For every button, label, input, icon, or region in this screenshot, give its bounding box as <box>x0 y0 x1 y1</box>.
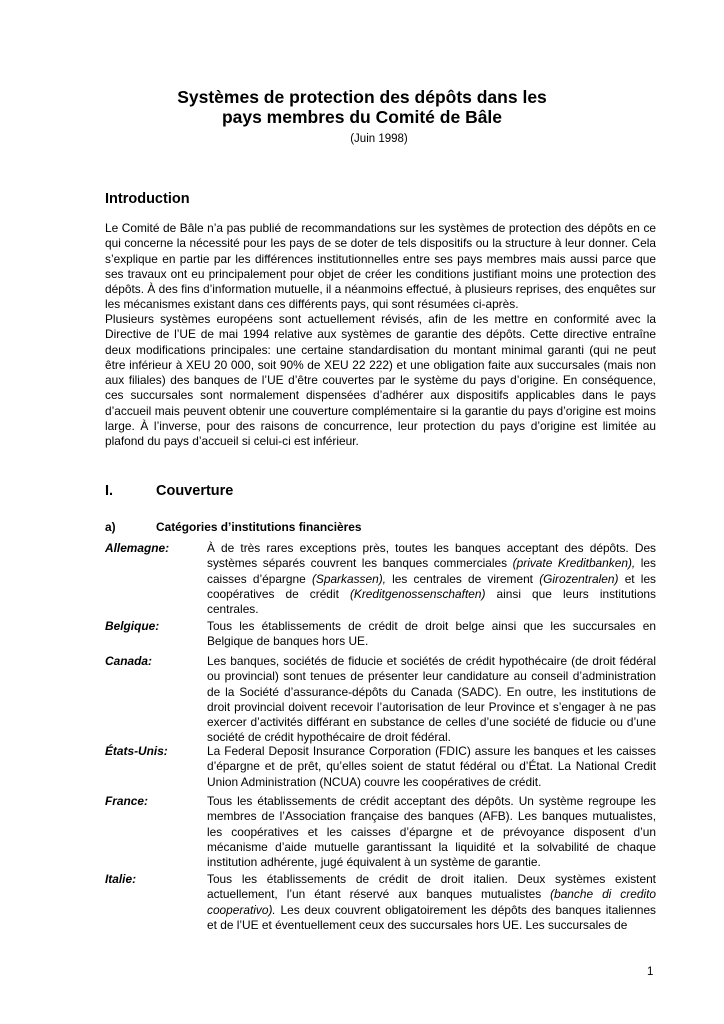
subsection-heading: Catégories d’institutions financières <box>156 520 362 534</box>
country-label-france: France: <box>105 794 148 808</box>
country-label-canada: Canada: <box>105 654 152 668</box>
introduction-paragraph-2: Plusieurs systèmes européens sont actuellement révisés, afin de les mettre en conformité avec la Directive de l’UE de mai 1994 relative aux systèmes de garantie des dépôts. Cette directive entraîne deux modifications principales: une certaine standardisation du montant minimal garanti (qui ne peut être inférieur à XEU 20 000, soit 90% de XEU 22 222) et une obligation faite aux succursales (mais non aux filiales) des banques de l’UE d’être couvertes par le système du pays d’origine. En conséquence, ces succursales sont normalement dispensées d’adhérer aux dispositifs applicables dans le pays d’accueil mais peuvent obtenir une couverture complémentaire si la garantie du pays d’origine est moins large. À l’inverse, pour des raisons de concurrence, leur protection du pays d’origine est limitée au plafond du pays d’accueil si celui-ci est inférieur. <box>105 312 656 449</box>
country-text-belgique: Tous les établissements de crédit de droit belge ainsi que les succursales en Belgique de banques hors UE. <box>207 619 656 649</box>
section-heading: Couverture <box>156 483 234 499</box>
title-line-1: Systèmes de protection des dépôts dans les <box>177 87 547 107</box>
country-label-italie: Italie: <box>105 872 137 886</box>
document-date: (Juin 1998) <box>350 133 408 145</box>
title-line-2: pays membres du Comité de Bâle <box>221 107 503 127</box>
subsection-number: a) <box>105 520 116 534</box>
country-label-belgique: Belgique: <box>105 619 160 633</box>
introduction-heading: Introduction <box>105 191 190 207</box>
country-label-allemagne: Allemagne: <box>105 541 170 555</box>
page-number: 1 <box>647 966 654 978</box>
country-text-etats-unis: La Federal Deposit Insurance Corporation (FDIC) assure les banques et les caisses d’épargne et de prêt, qu’elles soient de statut fédéral ou d’État. La National Credit Union Administration (NCUA) couvre les coopératives de crédit. <box>207 744 656 789</box>
document-title <box>0 87 724 127</box>
country-text-allemagne: À de très rares exceptions près, toutes les banques acceptant des dépôts. Des systèmes séparés couvrent les banques commerciales (private Kreditbanken), les caisses d’épargne (Sparkassen), les centrales de virement (Girozentralen) et les coopératives de crédit (Kreditgenossenschaften) ainsi que leurs institutions centrales. <box>207 541 656 617</box>
country-text-france: Tous les établissements de crédit acceptant des dépôts. Un système regroupe les membres de l’Association française des banques (AFB). Les banques mutualistes, les coopératives et les caisses d’épargne et de prévoyance disposent d’un mécanisme d’aide mutuelle garantissant la liquidité et la solvabilité de chaque institution adhérente, jugé équivalent à un système de garantie. <box>207 794 656 870</box>
section-number: I. <box>105 483 114 499</box>
introduction-paragraph-1: Le Comité de Bâle n’a pas publié de recommandations sur les systèmes de protection des dépôts en ce qui concerne la nécessité pour les pays de se doter de tels dispositifs ou la structure à leur donner. Cela s’explique en partie par les différences institutionnelles entre ses pays membres mais aussi parce que ses travaux ont eu principalement pour objet de créer les conditions justifiant moins une protection des dépôts. À des fins d’information mutuelle, il a néanmoins effectué, à plusieurs reprises, des enquêtes sur les mécanismes existant dans ces différents pays, qui sont résumées ci-après. <box>105 221 656 312</box>
country-text-canada: Les banques, sociétés de fiducie et sociétés de crédit hypothécaire (de droit fédéral ou provincial) sont tenues de présenter leur candidature au conseil d’administration de la Société d’assurance-dépôts du Canada (SADC). En outre, les institutions de droit provincial doivent recevoir l’autorisation de leur Province et s’engager à ne pas exercer d’activités différant en substance de celles d’une société de fiducie ou d’une société de crédit hypothécaire de droit fédéral. <box>207 654 656 745</box>
country-label-etats-unis: États-Unis: <box>105 744 168 758</box>
country-text-italie: Tous les établissements de crédit de droit italien. Deux systèmes existent actuellement, l’un étant réservé aux banques mutualistes (banche di credito cooperativo). Les deux couvrent obligatoirement les dépôts des banques italiennes et de l’UE et éventuellement ceux des succursales hors UE. Les succursales de <box>207 872 656 932</box>
